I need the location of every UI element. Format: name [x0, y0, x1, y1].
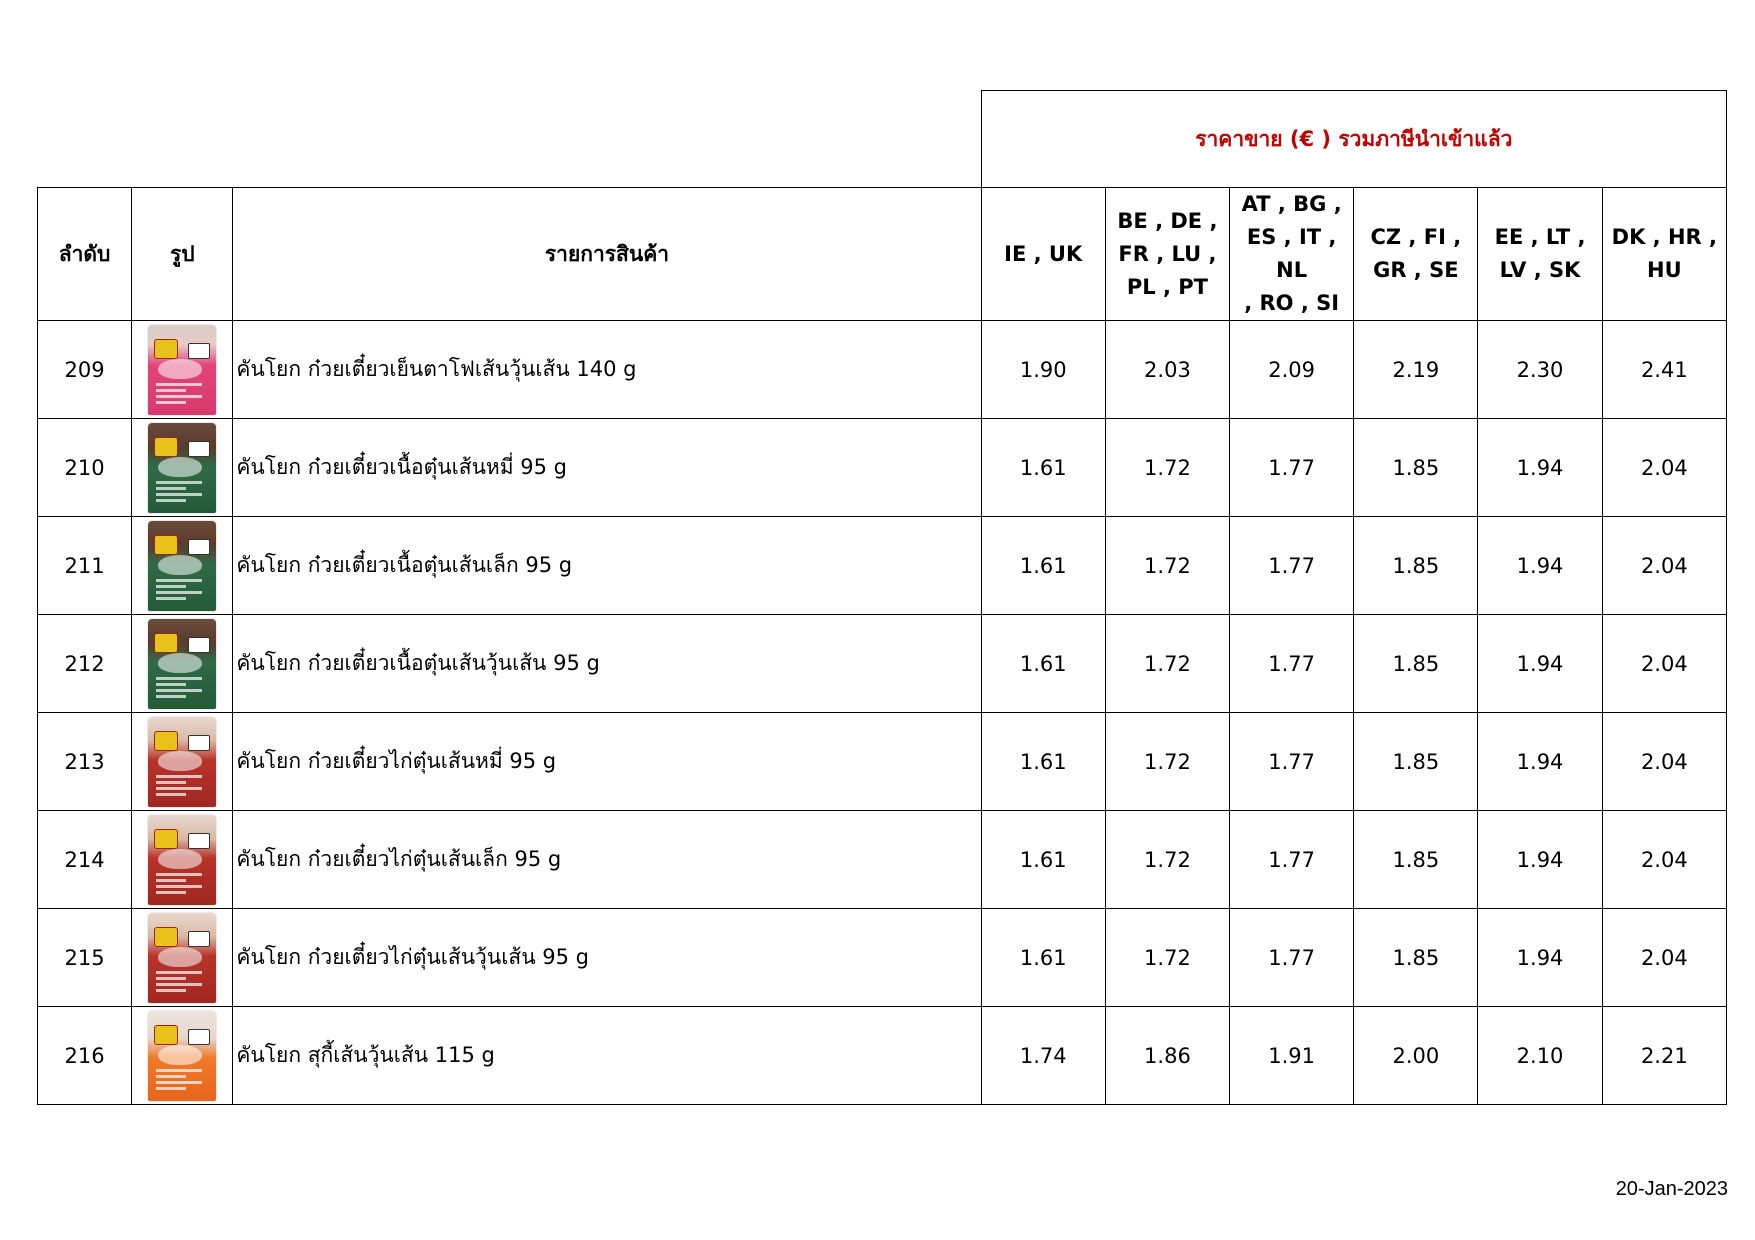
brand-badge — [154, 731, 178, 751]
package-text-graphic — [156, 695, 186, 698]
noodle-bowl-graphic — [158, 653, 202, 673]
row-number: 214 — [38, 811, 132, 909]
header-region: AT , BG , ES , IT , NL , RO , SI — [1230, 188, 1354, 321]
price-cell: 1.61 — [981, 811, 1105, 909]
brand-logo — [188, 833, 210, 849]
price-cell: 2.30 — [1478, 321, 1602, 419]
package-text-graphic — [156, 591, 202, 594]
product-name: คันโยก ก๋วยเตี๋ยวไก่ตุ๋นเส้นวุ้นเส้น 95 g — [233, 909, 981, 1007]
row-number: 213 — [38, 713, 132, 811]
package-text-graphic — [156, 1069, 202, 1072]
header-row — [38, 188, 1727, 321]
document-date: 20-Jan-2023 — [1615, 1178, 1728, 1200]
price-cell: 2.04 — [1602, 909, 1726, 1007]
price-cell: 1.61 — [981, 713, 1105, 811]
table-row — [38, 811, 1727, 909]
noodle-bowl-graphic — [158, 751, 202, 771]
package-text-graphic — [156, 487, 186, 490]
table-row — [38, 321, 1727, 419]
product-package-image — [148, 815, 216, 905]
package-text-graphic — [156, 689, 202, 692]
row-number: 216 — [38, 1007, 132, 1105]
price-cell: 1.72 — [1105, 419, 1229, 517]
table-row — [38, 713, 1727, 811]
header-product: รายการสินค้า — [233, 188, 981, 321]
price-cell: 1.72 — [1105, 713, 1229, 811]
noodle-bowl-graphic — [158, 947, 202, 967]
row-number: 209 — [38, 321, 132, 419]
price-cell: 1.72 — [1105, 517, 1229, 615]
price-cell: 1.61 — [981, 909, 1105, 1007]
package-text-graphic — [156, 597, 186, 600]
product-name: คันโยก ก๋วยเตี๋ยวเนื้อตุ๋นเส้นวุ้นเส้น 95 g — [233, 615, 981, 713]
price-cell: 2.21 — [1602, 1007, 1726, 1105]
product-image-cell — [132, 321, 233, 419]
package-text-graphic — [156, 977, 186, 980]
header-region: IE , UK — [981, 188, 1105, 321]
package-text-graphic — [156, 873, 202, 876]
header-region: CZ , FI , GR , SE — [1354, 188, 1478, 321]
price-cell: 2.19 — [1354, 321, 1478, 419]
brand-logo — [188, 343, 210, 359]
brand-badge — [154, 927, 178, 947]
header-region: DK , HR , HU — [1602, 188, 1726, 321]
price-cell: 1.85 — [1354, 811, 1478, 909]
package-text-graphic — [156, 781, 186, 784]
price-cell: 1.94 — [1478, 909, 1602, 1007]
brand-badge — [154, 437, 178, 457]
package-text-graphic — [156, 971, 202, 974]
noodle-bowl-graphic — [158, 359, 202, 379]
price-cell: 1.72 — [1105, 909, 1229, 1007]
price-cell: 1.74 — [981, 1007, 1105, 1105]
brand-logo — [188, 735, 210, 751]
product-name: คันโยก ก๋วยเตี๋ยวเนื้อตุ๋นเส้นหมี่ 95 g — [233, 419, 981, 517]
package-text-graphic — [156, 1081, 202, 1084]
price-cell: 1.85 — [1354, 615, 1478, 713]
package-text-graphic — [156, 1075, 186, 1078]
brand-logo — [188, 637, 210, 653]
brand-badge — [154, 535, 178, 555]
package-text-graphic — [156, 793, 186, 796]
price-header: ราคาขาย (€ ) รวมภาษีนำเข้าแล้ว — [981, 91, 1726, 188]
price-cell: 1.77 — [1230, 615, 1354, 713]
price-cell: 1.94 — [1478, 713, 1602, 811]
brand-badge — [154, 829, 178, 849]
price-cell: 1.94 — [1478, 811, 1602, 909]
price-cell: 1.61 — [981, 419, 1105, 517]
product-package-image — [148, 913, 216, 1003]
price-cell: 1.94 — [1478, 615, 1602, 713]
product-package-image — [148, 619, 216, 709]
price-cell: 1.77 — [1230, 517, 1354, 615]
package-text-graphic — [156, 389, 186, 392]
price-cell: 2.04 — [1602, 713, 1726, 811]
price-cell: 2.03 — [1105, 321, 1229, 419]
package-text-graphic — [156, 885, 202, 888]
row-number: 210 — [38, 419, 132, 517]
table-row — [38, 615, 1727, 713]
table-row — [38, 1007, 1727, 1105]
price-cell: 1.61 — [981, 517, 1105, 615]
price-cell: 1.77 — [1230, 713, 1354, 811]
price-cell: 1.77 — [1230, 909, 1354, 1007]
package-text-graphic — [156, 499, 186, 502]
product-image-cell — [132, 517, 233, 615]
price-cell: 1.61 — [981, 615, 1105, 713]
package-text-graphic — [156, 493, 202, 496]
header-image: รูป — [132, 188, 233, 321]
product-image-cell — [132, 713, 233, 811]
package-text-graphic — [156, 395, 202, 398]
price-cell: 1.90 — [981, 321, 1105, 419]
product-image-cell — [132, 909, 233, 1007]
package-text-graphic — [156, 401, 186, 404]
product-package-image — [148, 1011, 216, 1101]
price-cell: 2.09 — [1230, 321, 1354, 419]
price-cell: 2.10 — [1478, 1007, 1602, 1105]
package-text-graphic — [156, 787, 202, 790]
price-table — [37, 90, 1727, 1105]
price-cell: 2.04 — [1602, 615, 1726, 713]
price-cell: 2.41 — [1602, 321, 1726, 419]
package-text-graphic — [156, 983, 202, 986]
price-cell: 1.77 — [1230, 419, 1354, 517]
product-package-image — [148, 717, 216, 807]
price-cell: 1.94 — [1478, 517, 1602, 615]
package-text-graphic — [156, 683, 186, 686]
price-cell: 2.04 — [1602, 517, 1726, 615]
price-cell: 1.85 — [1354, 909, 1478, 1007]
package-text-graphic — [156, 579, 202, 582]
brand-badge — [154, 1025, 178, 1045]
product-name: คันโยก ก๋วยเตี๋ยวเย็นตาโฟเส้นวุ้นเส้น 140 g — [233, 321, 981, 419]
product-image-cell — [132, 811, 233, 909]
header-no: ลำดับ — [38, 188, 132, 321]
brand-badge — [154, 633, 178, 653]
price-cell: 2.04 — [1602, 811, 1726, 909]
price-cell: 1.94 — [1478, 419, 1602, 517]
row-number: 211 — [38, 517, 132, 615]
noodle-bowl-graphic — [158, 1045, 202, 1065]
product-image-cell — [132, 1007, 233, 1105]
blank-cell — [38, 91, 982, 188]
package-text-graphic — [156, 383, 202, 386]
brand-logo — [188, 1029, 210, 1045]
product-name: คันโยก ก๋วยเตี๋ยวไก่ตุ๋นเส้นหมี่ 95 g — [233, 713, 981, 811]
title-row — [38, 91, 1727, 188]
package-text-graphic — [156, 879, 186, 882]
noodle-bowl-graphic — [158, 555, 202, 575]
package-text-graphic — [156, 1087, 186, 1090]
product-image-cell — [132, 615, 233, 713]
product-name: คันโยก ก๋วยเตี๋ยวเนื้อตุ๋นเส้นเล็ก 95 g — [233, 517, 981, 615]
price-cell: 1.72 — [1105, 811, 1229, 909]
price-cell: 1.72 — [1105, 615, 1229, 713]
header-region: BE , DE , FR , LU , PL , PT — [1105, 188, 1229, 321]
noodle-bowl-graphic — [158, 849, 202, 869]
product-package-image — [148, 423, 216, 513]
price-cell: 1.85 — [1354, 419, 1478, 517]
row-number: 212 — [38, 615, 132, 713]
price-cell: 1.77 — [1230, 811, 1354, 909]
brand-badge — [154, 339, 178, 359]
brand-logo — [188, 931, 210, 947]
table-row — [38, 517, 1727, 615]
noodle-bowl-graphic — [158, 457, 202, 477]
row-number: 215 — [38, 909, 132, 1007]
price-cell: 2.00 — [1354, 1007, 1478, 1105]
product-image-cell — [132, 419, 233, 517]
table-row — [38, 419, 1727, 517]
product-package-image — [148, 325, 216, 415]
brand-logo — [188, 441, 210, 457]
price-cell: 1.91 — [1230, 1007, 1354, 1105]
package-text-graphic — [156, 989, 186, 992]
package-text-graphic — [156, 677, 202, 680]
product-name: คันโยก ก๋วยเตี๋ยวไก่ตุ๋นเส้นเล็ก 95 g — [233, 811, 981, 909]
brand-logo — [188, 539, 210, 555]
package-text-graphic — [156, 891, 186, 894]
package-text-graphic — [156, 585, 186, 588]
price-cell: 1.86 — [1105, 1007, 1229, 1105]
product-package-image — [148, 521, 216, 611]
table-row — [38, 909, 1727, 1007]
price-cell: 1.85 — [1354, 517, 1478, 615]
product-name: คันโยก สุกี้เส้นวุ้นเส้น 115 g — [233, 1007, 981, 1105]
price-cell: 1.85 — [1354, 713, 1478, 811]
header-region: EE , LT , LV , SK — [1478, 188, 1602, 321]
package-text-graphic — [156, 481, 202, 484]
price-cell: 2.04 — [1602, 419, 1726, 517]
package-text-graphic — [156, 775, 202, 778]
